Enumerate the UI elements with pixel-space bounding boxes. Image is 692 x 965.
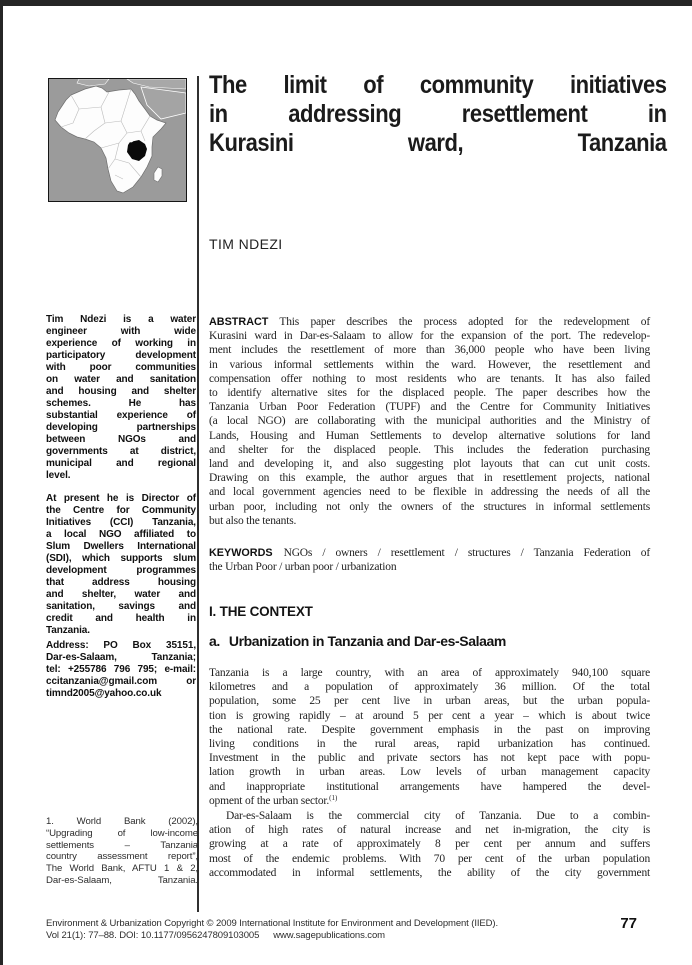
top-rule-bar <box>0 0 692 6</box>
body-paragraph-2-lines: ation of high rates of natural increase and net in-migration, the city is growing at a rate of approximately 8 per cent per annum and suffers most of the endemic problems. With 70 per cent of the urban population accommodated in informal settlements, the ability of the city government <box>209 824 650 879</box>
column-divider-rule <box>197 76 199 912</box>
article-title: The limit of community initiatives in addressing resettlement in Kurasini ward, Tanzania <box>209 71 667 157</box>
footer-volume-doi: Vol 21(1): 77–88. DOI: 10.1177/0956247809103005 <box>46 930 260 941</box>
keywords-second-line: the Urban Poor / urban poor / urbanization <box>209 561 397 574</box>
footnote-reference-1: (1) <box>329 793 338 802</box>
subsection-title: Urbanization in Tanzania and Dar-es-Salaam <box>228 633 506 649</box>
page-number: 77 <box>620 915 637 932</box>
footer-publisher-url: www.sagepublications.com <box>273 930 385 941</box>
keywords-label: KEYWORDS <box>209 547 273 559</box>
keywords-first-line <box>209 546 650 560</box>
africa-locator-map <box>48 78 187 202</box>
footnote-1: 1. World Bank (2002), “Upgrading of low-income settlements – Tanzania country assessment report”, The World Bank, AFTU 1 & 2, Dar-es-Salaam, Tanzania. <box>46 816 198 886</box>
keywords <box>209 546 650 574</box>
body-paragraph-1-lines: Tanzania is a large country, with an area of approximately 940,100 square kilometres and a population of approximately 36 million. Of the total population, some 25 per cent live in urban areas, but the urban popula- tion is growing rapidly – at around 5 per cent a year – which is about twice the national rate. Despite government emphasis in the past on improving living conditions in the rural areas, rapid urbanization has continued. Investment in the public and private sectors has not kept pace with popu- lation growth in urban areas. Low levels of urban management capacity and inappropriate institutional arrangements have hampered the devel- <box>209 667 650 793</box>
section-heading-context: I. THE CONTEXT <box>209 604 313 619</box>
abstract-first-line <box>209 315 650 329</box>
left-rule-bar <box>0 0 3 965</box>
subsection-heading-urbanization <box>209 633 506 649</box>
abstract <box>209 315 650 528</box>
abstract-label: ABSTRACT <box>209 316 269 328</box>
africa-map-graphic <box>49 79 186 201</box>
abstract-body-lines: Kurasini ward in Dar-es-Salaam to allow for the expansion of the port. The redevelop- ment includes the resettlement of more than 36,000 people who have been living in various informal settlements within the ward. However, the resettlement and compensation offer nothing to most residents who are tenants. It has also failed to identify alternative sites for the displaced people. The paper describes how the Tanzania Urban Poor Federation (TUPF) and the Centre for Community Initiatives (a local NGO) are collaborating with the municipal authorities and the Ministry of Lands, Housing and Human Settlements to develop alternative solutions for land and shelter for the displaced people. This includes the federation purchasing land and developing it, and also suggesting plot layouts that can cut unit costs. Drawing on this example, the author argues that in resettlement projects, national and local government agencies need to be flexible in addressing the needs of all the urban poor, including not only the owners of the structures in informal settlements but also the tenants. <box>209 330 650 527</box>
author-address: Address: PO Box 35151, Dar-es-Salaam, Tanzania; tel: +255786 796 795; e-mail: ccitanzania@gmail.com or timnd2005@yahoo.co.uk <box>46 640 196 699</box>
author-name: TIM NDEZI <box>209 236 283 252</box>
footer-copyright-line: Environment & Urbanization Copyright © 2009 International Institute for Environment and Development (IIED). <box>46 918 499 929</box>
keywords-first-line-text: NGOs / owners / resettlement / structures / Tanzania Federation of <box>283 547 650 559</box>
body-paragraph-2-first-line: Dar-es-Salaam is the commercial city of Tanzania. Due to a combin- <box>226 810 650 823</box>
body-paragraph-1-last-line-text: opment of the urban sector. <box>209 794 330 807</box>
author-bio-paragraph-1: Tim Ndezi is a water engineer with wide experience of working in participatory development with poor communities on water and sanitation and housing and shelter schemes. He has substantial experience of developing partnerships between NGOs and governments at district, municipal and regional level. <box>46 314 196 481</box>
body-text <box>209 666 650 880</box>
author-bio-paragraph-2: At present he is Director of the Centre for Community Initiatives (CCI) Tanzania, a local NGO affiliated to Slum Dwellers International (SDI), which supports slum development programmes that address housing and shelter, water and sanitation, savings and credit and health in Tanzania. <box>46 493 196 636</box>
body-paragraph-1-last-line <box>209 794 650 809</box>
abstract-first-line-text: This paper describes the process adopted for the redevelopment of <box>279 316 650 328</box>
subsection-letter: a. <box>209 633 220 649</box>
